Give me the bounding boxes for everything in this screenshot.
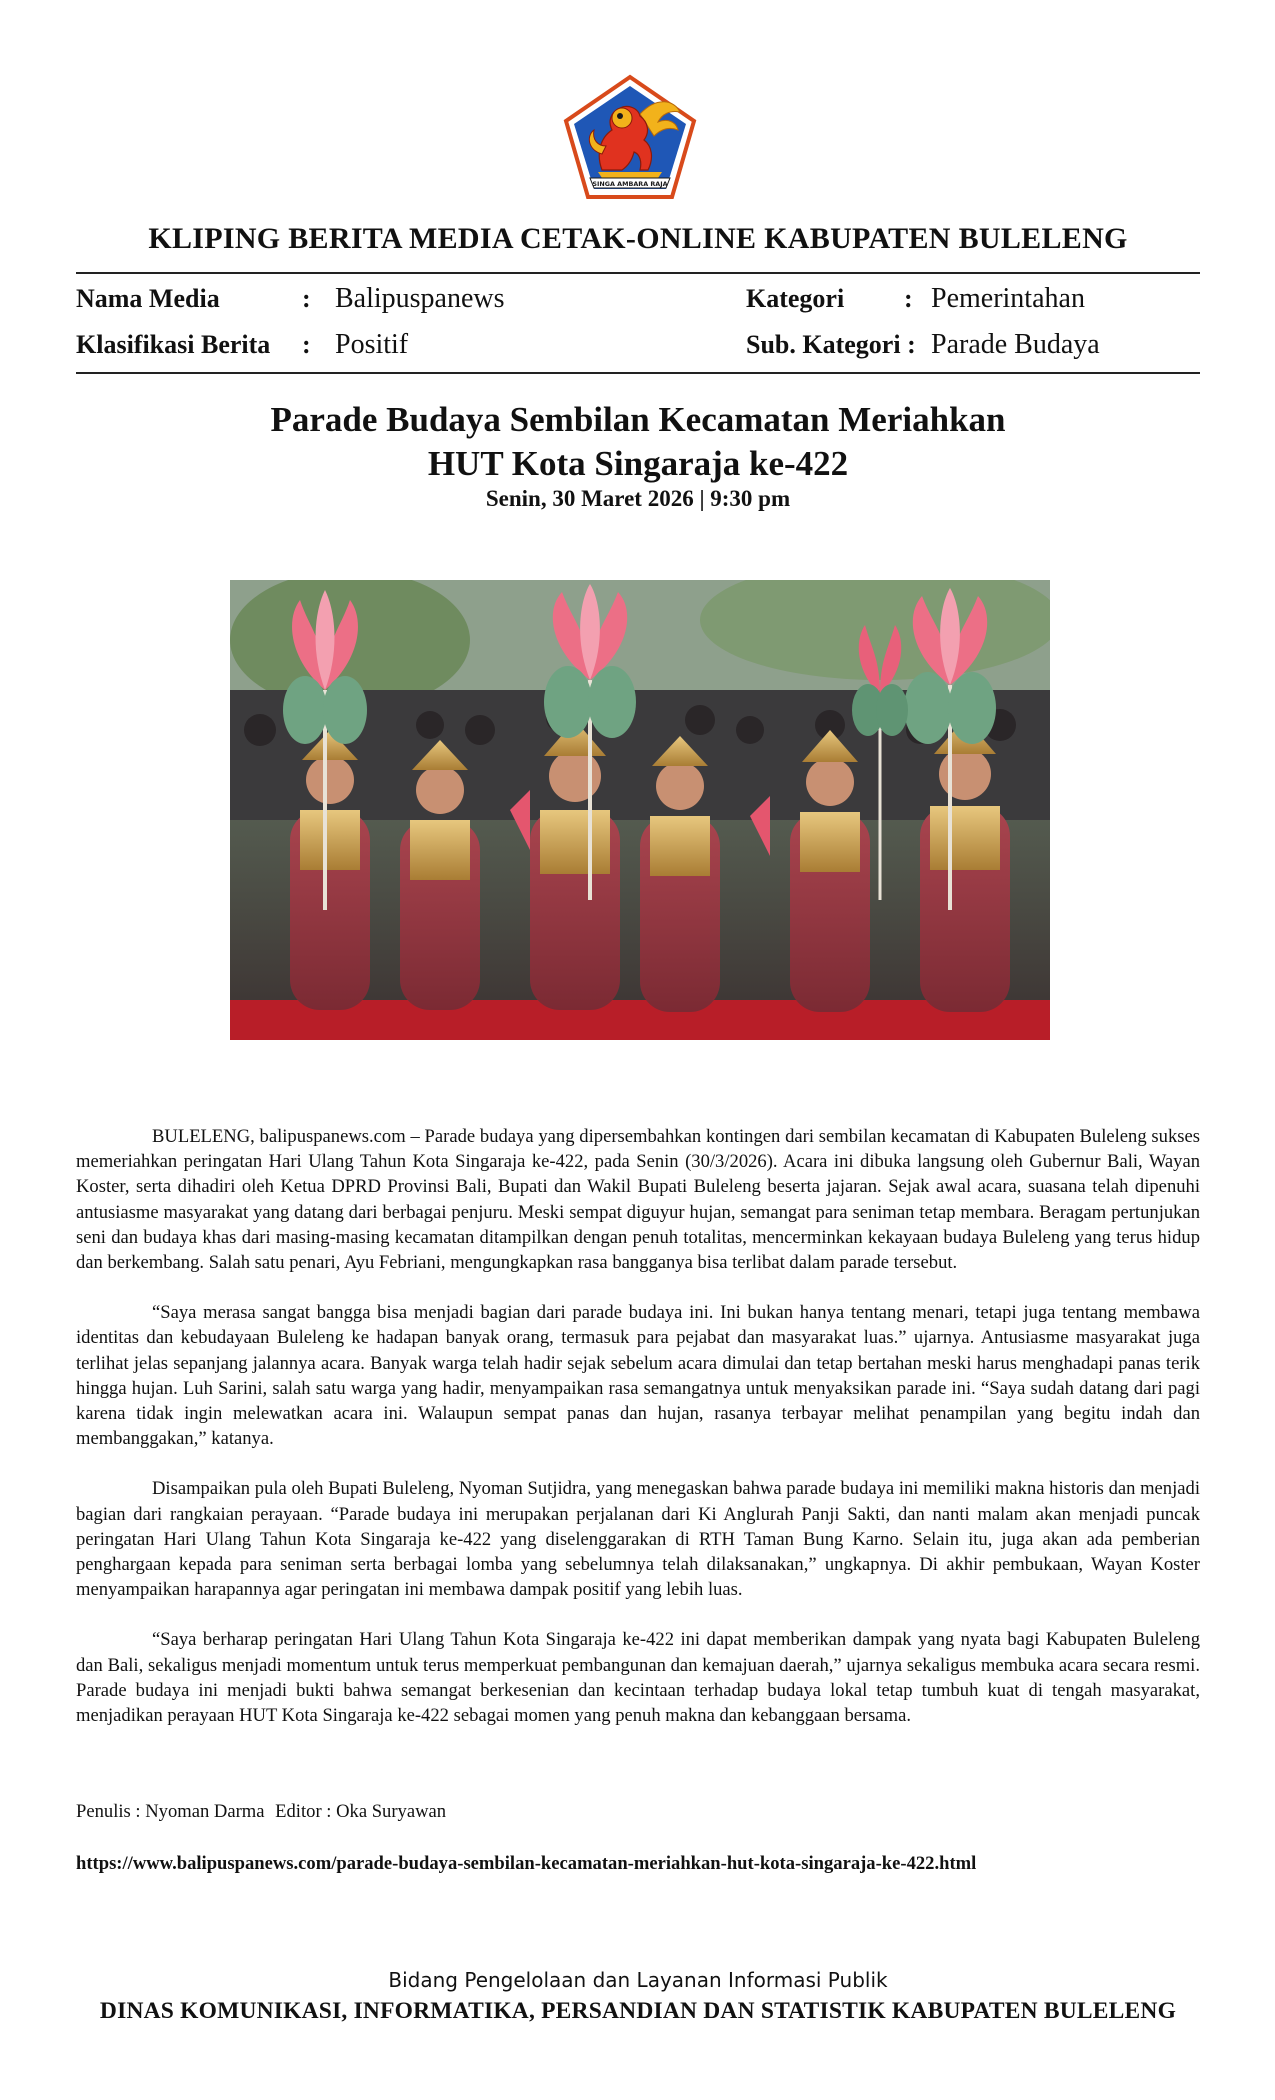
article-paragraph-4: “Saya berharap peringatan Hari Ulang Tahun Kota Singaraja ke-422 ini dapat memberikan dampak yang nyata bagi Kabupaten Buleleng dan Bali, sekaligus menjadi momentum untuk terus memperkuat pembangunan dan kemajuan daerah,” ujarnya sekaligus membuka acara secara resmi. Parade budaya ini menjadi bukti bahwa semangat berkesenian dan kecintaan terhadap budaya lokal tetap tumbuh kuat di tengah masyarakat, menjadikan perayaan HUT Kota Singaraja ke-422 sebagai momen yang penuh makna dan kebanggaan bersama.: [76, 1629, 1200, 1727]
clipping-header-title: KLIPING BERITA MEDIA CETAK-ONLINE KABUPATEN BULELENG: [148, 222, 1128, 255]
article-paragraph-2: “Saya merasa sangat bangga bisa menjadi bagian dari parade budaya ini. Ini bukan hanya tentang menari, tetapi juga tentang membawa identitas dan kebudayaan Buleleng ke hadapan banyak orang, termasuk para pejabat dan masyarakat luas.” ujarnya. Antusiasme masyarakat juga terlihat jelas sepanjang jalannya acara. Banyak warga telah hadir sejak sebelum acara dimulai dan tetap bertahan meski harus menghadapi panas terik hingga hujan. Luh Sarini, salah satu warga yang hadir, menyampaikan rasa semangatnya untuk menyaksikan parade ini. “Saya sudah datang dari pagi karena tidak ingin melewatkan acara ini. Walaupun sempat panas dan hujan, rasanya terbayar melihat penampilan yang begitu indah dan membanggakan,” katanya.: [76, 1302, 1200, 1450]
emblem-caption: SINGA AMBARA RAJA: [592, 180, 668, 188]
parade-dancers-photo: [230, 580, 1050, 1040]
kategori-label: Kategori: [746, 284, 845, 313]
klasifikasi-value: Positif: [335, 329, 409, 360]
kategori-colon: :: [904, 284, 913, 313]
kategori-value: Pemerintahan: [931, 283, 1085, 314]
footer-agency: DINAS KOMUNIKASI, INFORMATIKA, PERSANDIAN DAN STATISTIK KABUPATEN BULELENG: [99, 1998, 1177, 2024]
article-title: [176, 398, 1100, 486]
nama-media-label: Nama Media: [76, 284, 220, 313]
article-date: Senin, 30 Maret 2026 | 9:30 pm: [485, 486, 791, 511]
article-credits: [76, 1801, 452, 1823]
nama-media-colon: :: [302, 284, 311, 313]
footer-department: Bidang Pengelolaan dan Layanan Informasi Publik: [388, 1968, 888, 1992]
article-title-line2: HUT Kota Singaraja ke-422: [427, 444, 849, 483]
article-title-line1: Parade Budaya Sembilan Kecamatan Meriahkan: [270, 400, 1006, 439]
article-body: [76, 1124, 1200, 1753]
article-editor: Editor : Oka Suryawan: [275, 1801, 447, 1822]
klasifikasi-colon: :: [302, 330, 311, 359]
klasifikasi-label: Klasifikasi Berita: [76, 330, 271, 359]
article-source-url[interactable]: https://www.balipuspanews.com/parade-budaya-sembilan-kecamatan-meriahkan-hut-kota-singaraja-ke-422.html: [76, 1853, 977, 1874]
sub-kategori-value: Parade Budaya: [931, 329, 1100, 360]
singa-ambara-raja-emblem-icon: [562, 74, 698, 201]
article-paragraph-1: BULELENG, balipuspanews.com – Parade budaya yang dipersembahkan kontingen dari sembilan kecamatan di Kabupaten Buleleng sukses memeriahkan peringatan Hari Ulang Tahun Kota Singaraja ke-422, pada Senin (30/3/2026). Acara ini dibuka langsung oleh Gubernur Bali, Wayan Koster, serta dihadiri oleh Ketua DPRD Provinsi Bali, Bupati dan Wakil Bupati Buleleng beserta jajaran. Sejak awal acara, suasana telah dipenuhi antusiasme masyarakat yang datang dari berbagai penjuru. Meski sempat diguyur hujan, semangat para seniman tetap membara. Beragam pertunjukan seni dan budaya khas dari masing-masing kecamatan ditampilkan dengan penuh totalitas, mencerminkan kekayaan budaya Buleleng yang terus hidup dan berkembang. Salah satu penari, Ayu Febriani, mengungkapkan rasa bangganya bisa terlibat dalam parade tersebut.: [76, 1126, 1200, 1274]
header-divider-top: [76, 272, 1200, 274]
article-writer: Penulis : Nyoman Darma: [76, 1801, 265, 1822]
article-paragraph-3: Disampaikan pula oleh Bupati Buleleng, Nyoman Sutjidra, yang menegaskan bahwa parade budaya ini memiliki makna historis dan menjadi bagian dari rangkaian perayaan. “Parade budaya ini merupakan perjalanan dari Ki Anglurah Panji Sakti, dan nanti malam akan menjadi puncak peringatan Hari Ulang Tahun Kota Singaraja ke-422 yang diselenggarakan di RTH Taman Bung Karno. Selain itu, juga akan ada pemberian penghargaan kepada para seniman serta berbagai lomba yang sebelumnya telah dilaksanakan,” ungkapnya. Di akhir pembukaan, Wayan Koster menyampaikan harapannya agar peringatan ini membawa dampak positif yang lebih luas.: [76, 1478, 1200, 1601]
header-divider-bottom: [76, 372, 1200, 374]
sub-kategori-label: Sub. Kategori :: [746, 330, 916, 359]
nama-media-value: Balipuspanews: [335, 283, 505, 314]
